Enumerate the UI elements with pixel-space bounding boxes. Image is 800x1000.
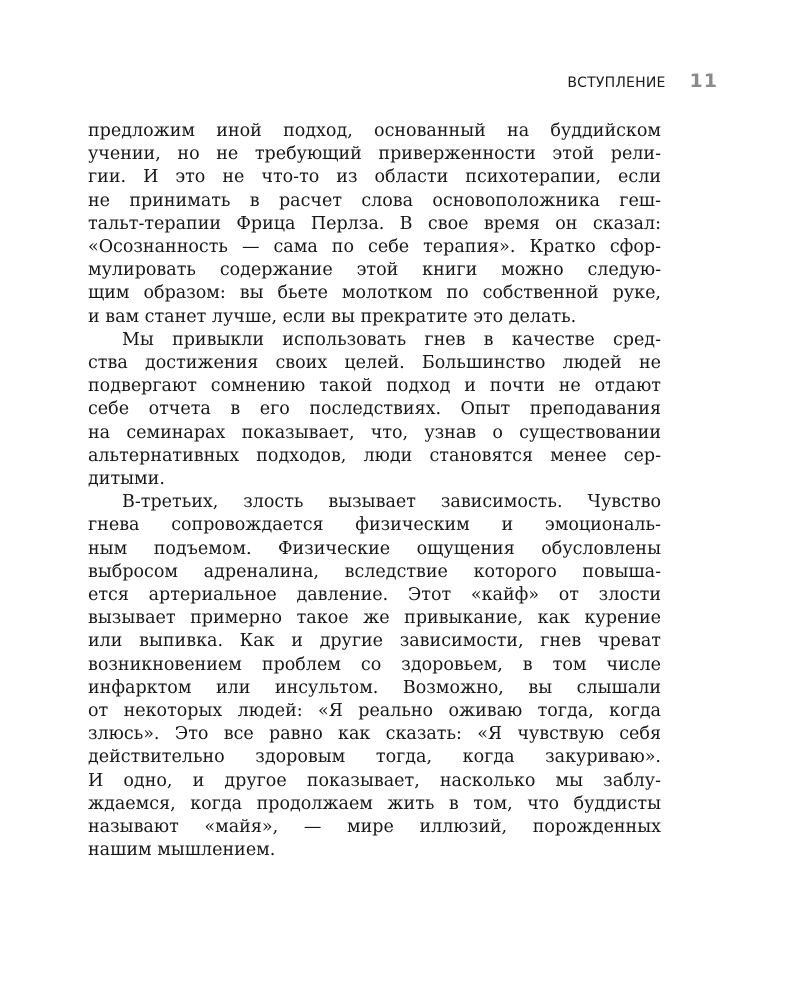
text-line: учении, но не требующий приверженности этой рели- (88, 144, 661, 165)
text-line: злюсь». Это все равно как сказать: «Я чувствую себя (88, 724, 661, 745)
paragraph (88, 329, 661, 491)
text-line: вызывает примерно такое же привыкание, как курение (88, 608, 661, 629)
text-line: Мы привыкли использовать гнев в качестве сред- (122, 329, 661, 350)
text-line: называют «майя», — мире иллюзий, порожденных (88, 817, 661, 838)
text-line: «Осознанность — сама по себе терапия». Кратко сфор- (88, 237, 661, 258)
text-line: ется артериальное давление. Этот «кайф» от злости (88, 585, 661, 606)
text-line: гии. И это не что-то из области психотерапии, если (88, 167, 661, 188)
text-line: альтернативных подходов, люди становятся менее сер- (88, 445, 661, 466)
text-line: на семинарах показывает, что, узнав о существовании (88, 422, 661, 443)
text-line: не принимать в расчет слова основоположника геш- (88, 190, 661, 211)
text-line: нашим мышлением. (88, 840, 276, 861)
page-number: 11 (689, 70, 718, 92)
paragraph (88, 491, 661, 862)
text-line: щим образом: вы бьете молотком по собственной руке, (88, 283, 661, 304)
text-line: мулировать содержание этой книги можно следую- (88, 260, 661, 281)
text-line: себе отчета в его последствиях. Опыт преподавания (88, 399, 661, 420)
paragraph (88, 120, 661, 329)
text-line: В-третьих, злость вызывает зависимость. Чувство (122, 492, 661, 513)
text-line: от некоторых людей: «Я реально оживаю тогда, когда (88, 701, 661, 722)
body-text (88, 120, 661, 863)
text-line: и вам станет лучше, если вы прекратите это делать. (88, 306, 577, 327)
text-line: ным подъемом. Физические ощущения обусловлены (88, 538, 661, 559)
text-line: или выпивка. Как и другие зависимости, гнев чреват (88, 631, 661, 652)
text-line: ждаемся, когда продолжаем жить в том, что буддисты (88, 793, 661, 814)
text-line: выбросом адреналина, вследствие которого повыша- (88, 561, 661, 582)
section-title: ВСТУПЛЕНИЕ (567, 75, 666, 91)
text-line: тальт-терапии Фрица Перлза. В свое время он сказал: (88, 213, 661, 234)
text-line: инфарктом или инсультом. Возможно, вы слышали (88, 677, 661, 698)
text-line: ства достижения своих целей. Большинство людей не (88, 353, 661, 374)
running-head (88, 70, 718, 92)
text-line: гнева сопровождается физическим и эмоциональ- (88, 515, 661, 536)
text-line: возникновением проблем со здоровьем, в том числе (88, 654, 661, 675)
text-line: И одно, и другое показывает, насколько мы заблу- (88, 770, 661, 791)
text-line: подвергают сомнению такой подход и почти не отдают (88, 376, 661, 397)
text-line: дитыми. (88, 469, 165, 490)
text-line: предложим иной подход, основанный на буддийском (88, 121, 661, 141)
text-line: действительно здоровым тогда, когда закуриваю». (88, 747, 661, 768)
